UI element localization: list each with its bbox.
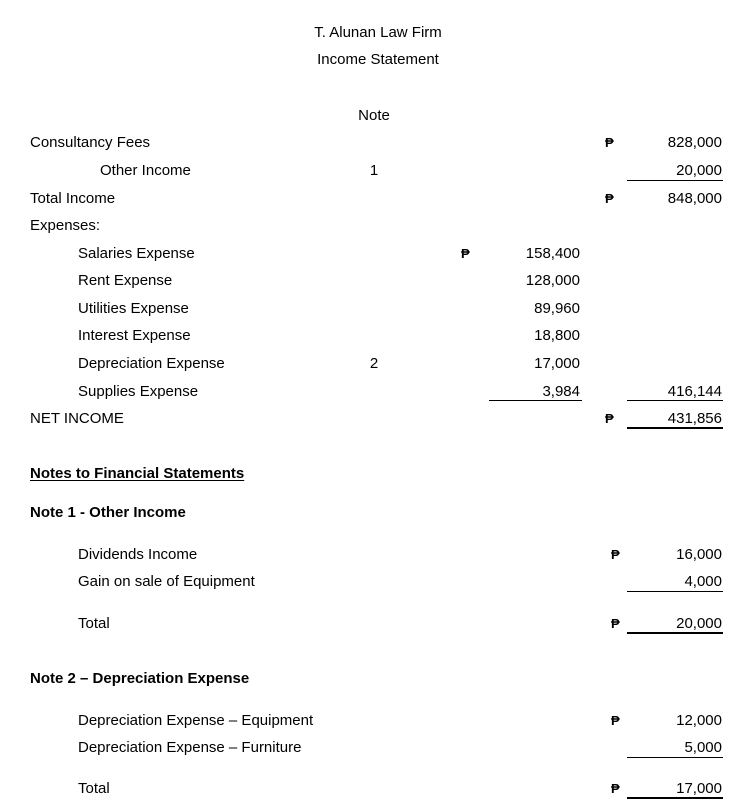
underline [627, 591, 723, 592]
expense-item-label: Supplies Expense [78, 383, 199, 400]
net-income-amount: 431,856 [667, 410, 722, 427]
expenses-total-amount: 416,144 [667, 383, 722, 400]
double-underline [627, 427, 723, 429]
underline [489, 400, 582, 401]
other-income-amount: 20,000 [676, 162, 722, 179]
note1-total-amount: 20,000 [676, 615, 722, 632]
underline [627, 180, 723, 181]
underline [627, 757, 723, 758]
note1-item-amount: 4,000 [684, 573, 722, 590]
expense-item-label: Salaries Expense [78, 245, 195, 262]
expense-item-amount: 128,000 [525, 272, 580, 289]
double-underline [627, 632, 723, 634]
expense-item-amount: 89,960 [534, 300, 580, 317]
underline [627, 400, 723, 401]
peso-sign: ₱ [605, 411, 614, 426]
note1-title: Note 1 - Other Income [30, 504, 186, 521]
notes-heading: Notes to Financial Statements [30, 465, 245, 482]
peso-sign: ₱ [605, 135, 614, 150]
net-income-label: NET INCOME [30, 410, 124, 427]
note2-item-amount: 5,000 [684, 739, 722, 756]
peso-sign: ₱ [461, 246, 470, 261]
expense-item-label: Rent Expense [78, 272, 173, 289]
expense-item-amount: 17,000 [534, 355, 580, 372]
expense-item-label: Interest Expense [78, 327, 191, 344]
note2-item-label: Depreciation Expense – Equipment [78, 712, 314, 729]
peso-sign: ₱ [611, 713, 620, 728]
expense-item-amount: 158,400 [525, 245, 580, 262]
expense-item-label: Utilities Expense [78, 300, 189, 317]
peso-sign: ₱ [611, 616, 620, 631]
double-underline [627, 797, 723, 799]
consultancy-fees-label: Consultancy Fees [30, 134, 151, 151]
note1-item-label: Gain on sale of Equipment [78, 573, 255, 590]
peso-sign: ₱ [605, 191, 614, 206]
note2-item-amount: 12,000 [676, 712, 722, 729]
expense-item-amount: 18,800 [534, 327, 580, 344]
expense-item-note: 2 [369, 355, 379, 372]
note2-total-label: Total [78, 780, 110, 797]
other-income-label: Other Income [100, 162, 191, 179]
statement-title: Income Statement [317, 51, 439, 68]
note2-total-amount: 17,000 [676, 780, 722, 797]
note1-item-amount: 16,000 [676, 546, 722, 563]
total-income-label: Total Income [30, 190, 116, 207]
peso-sign: ₱ [611, 781, 620, 796]
firm-name: T. Alunan Law Firm [314, 24, 442, 41]
note2-title: Note 2 – Depreciation Expense [30, 670, 250, 687]
consultancy-fees-amount: 828,000 [667, 134, 722, 151]
note1-item-label: Dividends Income [78, 546, 198, 563]
expense-item-label: Depreciation Expense [78, 355, 225, 372]
note1-total-label: Total [78, 615, 110, 632]
expense-item-amount: 3,984 [542, 383, 580, 400]
other-income-note: 1 [369, 162, 379, 179]
note2-item-label: Depreciation Expense – Furniture [78, 739, 302, 756]
peso-sign: ₱ [611, 547, 620, 562]
note-column-header: Note [358, 107, 390, 124]
total-income-amount: 848,000 [667, 190, 722, 207]
expenses-heading: Expenses: [30, 217, 101, 234]
